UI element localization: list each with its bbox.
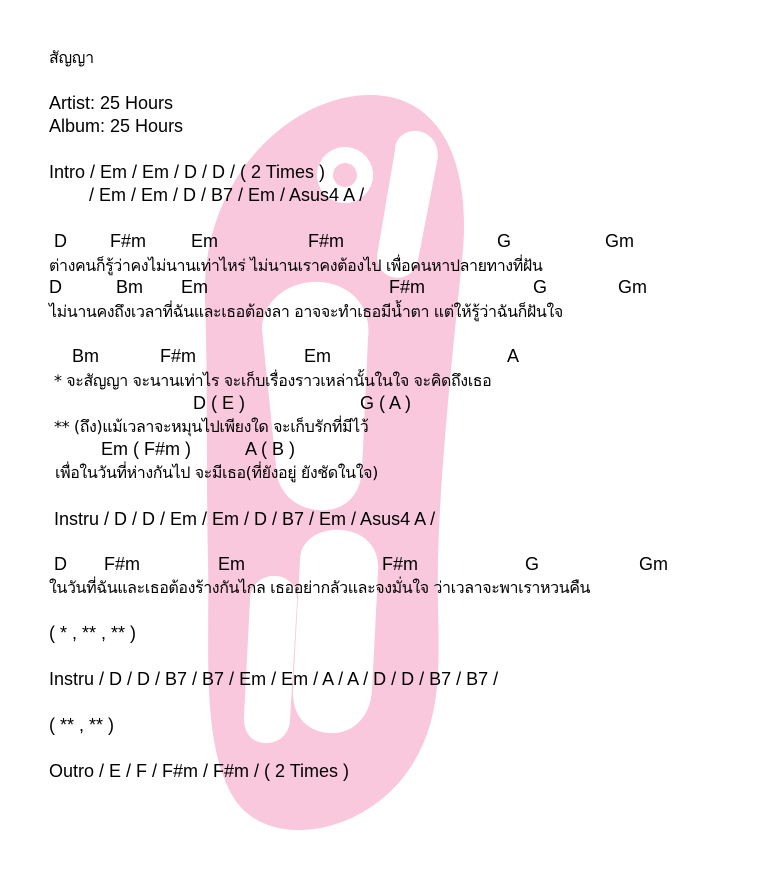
lyric-line: * จะสัญญา จะนานเท่าไร จะเก็บเรื่องราวเหล่านั้นในใจ จะคิดถึงเธอ [54,371,492,390]
chord: A ( B ) [245,439,296,459]
lyric-line: เพื่อในวันที่ห่างกันไป จะมีเธอ(ที่ยังอยู่ ยังชัดในใจ) [55,463,378,482]
lyric-line: ในวันที่ฉันและเธอต้องร้างกันไกล เธออย่ากลัวและจงมั่นใจ ว่าเวลาจะพาเราหวนคืน [49,578,591,597]
chord: F#m [104,554,140,574]
lyric-line: ต่างคนก็รู้ว่าคงไม่นานเท่าไหร่ ไม่นานเราคงต้องไป เพื่อคนหาปลายทางที่ฝัน [49,256,543,275]
chord: D [54,231,67,251]
chord: Em [191,231,218,251]
chord: G [533,277,548,297]
chord: Gm [618,277,647,297]
lyric-line: ไม่นานคงถึงเวลาที่ฉันและเธอต้องลา อาจจะทำเธอมีน้ำตา แต่ให้รู้ว่าฉันก็ฝันใจ [49,302,563,321]
intro-line: Intro / Em / Em / D / D / ( 2 Times ) [49,162,326,182]
chord: G [525,554,540,574]
chord: F#m [389,277,425,297]
instrumental-line: Instru / D / D / B7 / B7 / Em / Em / A / A / D / D / B7 / B7 / [49,669,499,689]
chord: A [507,346,520,366]
chord: F#m [160,346,196,366]
repeat-marker: ( ** , ** ) [49,715,115,735]
chord: Gm [639,554,668,574]
chord: G ( A ) [360,393,412,413]
outro-line: Outro / E / F / F#m / F#m / ( 2 Times ) [49,761,350,781]
instrumental-line: Instru / D / D / Em / Em / D / B7 / Em / Asus4 A / [54,509,436,529]
lyric-line: ** (ถึง)แม้เวลาจะหมุนไปเพียงใด จะเก็บรักที่มีไว้ [54,417,369,436]
artist-line: Artist: 25 Hours [49,93,174,113]
song-title: สัญญา [49,48,94,67]
chord: Em ( F#m ) [101,439,191,459]
chord: Em [181,277,208,297]
chord: D [54,554,67,574]
chord: D [49,277,62,297]
chord: Bm [116,277,143,297]
chord: F#m [110,231,146,251]
intro-line-continued: / Em / Em / D / B7 / Em / Asus4 A / [89,185,365,205]
album-line: Album: 25 Hours [49,116,184,136]
chord: G [497,231,512,251]
chord: Em [304,346,331,366]
chord: Gm [605,231,634,251]
chord: Bm [72,346,99,366]
chord: F#m [382,554,418,574]
chord: F#m [308,231,344,251]
chord: D ( E ) [193,393,245,413]
repeat-marker: ( * , ** , ** ) [49,623,137,643]
chord: Em [218,554,245,574]
